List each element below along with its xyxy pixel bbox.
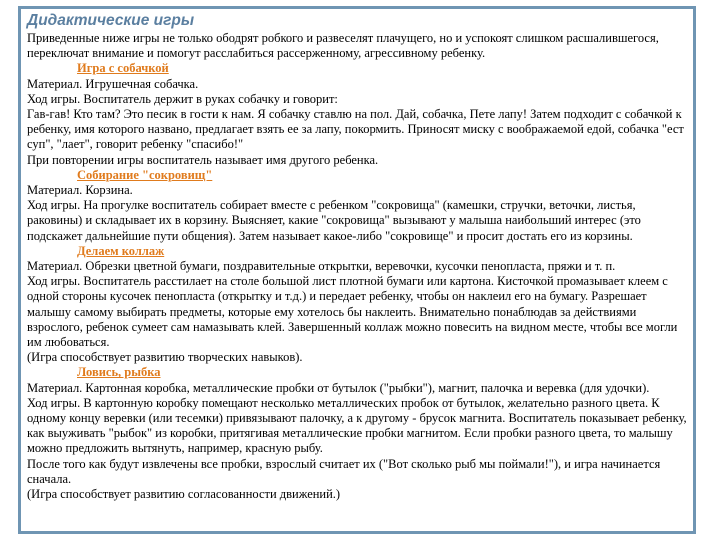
game-title: Ловись, рыбка [77,365,161,380]
game-title: Делаем коллаж [77,243,165,258]
game-title: Игра с собачкой [77,61,169,76]
game-title: Собирание "сокровищ" [77,167,213,182]
game-material: Материал. Корзина. [27,183,133,198]
game-material: Материал. Картонная коробка, металлические пробки от бутылок ("рыбки"), магнит, палочка и веревка (для удочки). [27,380,650,395]
game-paragraph: Ход игры. Воспитатель расстилает на столе большой лист плотной бумаги или картона. Кисточкой промазывает клеем с одной стороны кусочек пенопласта (открытку и т.д.) и передает ребенку, чтобы он наклеил его на бумагу. Разрешает малышу самому выбирать предметы, которые ему хотелось бы наклеить. Внимательно понаблюдав за действиями взрослого, ребенок сумеет сам намазывать клей. Завершенный коллаж можно повесить на видном месте, чтобы все могли им любоваться. [27,274,678,350]
game-paragraph: При повторении игры воспитатель называет имя другого ребенка. [27,152,379,167]
game-paragraph: Ход игры. В картонную коробку помещают несколько металлических пробок от бутылок, желательно разного цвета. К одному концу веревки (или тесемки) привязывают палочку, а к другому - брусок магнита. Воспитатель показывает ребенку, как выуживать "рыбок" из коробки, притягивая металлические пробки магнитом. Если пробки разного цвета, то малышу можно предложить вытянуть, например, красную рыбу. [27,395,687,456]
game-material: Материал. Игрушечная собачка. [27,76,199,91]
game-section-dog [27,61,687,167]
game-paragraph: После того как будут извлечены все пробки, взрослый считает их ("Вот сколько рыб мы поймали!"), и игра начинается сначала. [27,456,661,486]
game-paragraph: Ход игры. Воспитатель держит в руках собачку и говорит: [27,91,338,106]
games-card [18,6,696,534]
game-section-treasures [27,168,687,244]
game-material: Материал. Обрезки цветной бумаги, поздравительные открытки, веревочки, кусочки пенопласта, пряжи и т. п. [27,259,616,274]
game-paragraph: Ход игры. На прогулке воспитатель собирает вместе с ребенком "сокровища" (камешки, стручки, веточки, листья, раковины) и складывает их в корзину. Выясняет, какие "сокровища" вызывают у малыша наибольший интерес (это подскажет дальнейшие пути общения). Затем называет какое-либо "сокровище" и просит достать его из корзины. [27,198,641,243]
game-paragraph: (Игра способствует развитию согласованности движений.) [27,487,341,502]
intro-text: Приведенные ниже игры не только ободрят робкого и развеселят плачущего, но и успокоят слишком расшалившегося, переключат внимание и помогут расслабиться рассерженному, агрессивному ребенку. [27,31,659,61]
game-paragraph: (Игра способствует развитию творческих навыков). [27,350,303,365]
game-section-fishing [27,365,687,502]
game-section-collage [27,244,687,366]
game-paragraph: Гав-гав! Кто там? Это песик в гости к нам. Я собачку ставлю на пол. Дай, собачка, Пете лапу! Затем подходит с собачкой к ребенку, имя которого названо, предлагает взять ее за лапу, покормить. Приносят миску с воображаемой едой, собачка "ест суп", "лает", говорит ребенку "спасибо!" [27,107,684,152]
page-title: Дидактические игры [27,12,195,29]
